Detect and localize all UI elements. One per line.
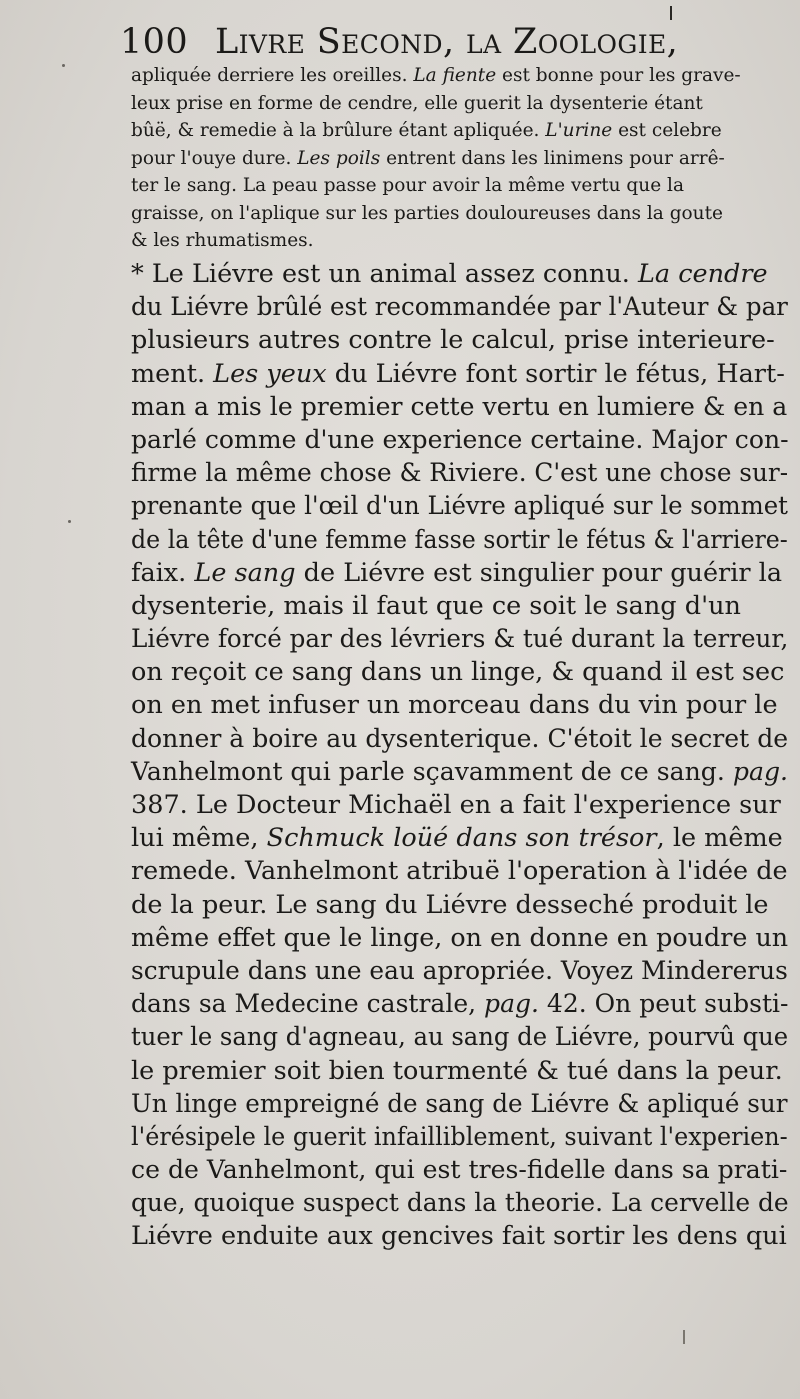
text-run: & les rhumatismes. [131, 230, 314, 251]
speck [62, 64, 65, 67]
text-run: de Liévre est singulier pour guérir la [295, 557, 783, 588]
text-run: , le même [656, 823, 783, 854]
text-line [131, 723, 789, 756]
italic-term: Schmuck loüé dans son trésor [266, 823, 657, 854]
text-run: ter le sang. La peau passe pour avoir la même vertu que la [131, 175, 684, 196]
text-line [131, 291, 788, 324]
text-run: on en met infuser un morceau dans du vin pour le [131, 690, 778, 721]
text-run: bûë, & remedie à la brûlure étant apliquée. [131, 120, 546, 141]
text-run: scrupule dans une eau apropriée. Voyez Mindererus [131, 955, 788, 986]
text-run: tuer le sang d'agneau, au sang de Liévre, pourvû que [131, 1022, 789, 1053]
text-run: donner à boire au dysenterique. C'étoit le secret de [131, 723, 789, 754]
italic-term: La cendre [638, 259, 768, 289]
text-line [131, 1187, 789, 1220]
text-run: lui même, [131, 823, 267, 854]
text-run: prenante que l'œil d'un Liévre apliqué sur le sommet [131, 491, 788, 522]
footnote-line [131, 62, 781, 90]
text-line [131, 855, 788, 888]
ink-mark [670, 6, 672, 20]
text-line [131, 391, 788, 424]
text-run: Liévre forcé par des lévriers & tué durant la terreur, [131, 624, 789, 655]
text-run: du Liévre brûlé est recommandée par l'Auteur & par [131, 292, 788, 323]
page-number: 100 [120, 22, 189, 62]
italic-term: pag. [484, 989, 539, 1020]
text-run: dans sa Medecine castrale, [131, 989, 485, 1020]
text-run: leux prise en forme de cendre, elle guerit la dysenterie étant [131, 92, 703, 114]
text-line [131, 1154, 788, 1187]
italic-term: pag. [732, 756, 789, 787]
text-line [131, 955, 788, 988]
text-run: apliquée derriere les oreilles. [131, 65, 414, 86]
footnote-line [131, 227, 781, 255]
footnote-line [131, 90, 781, 118]
text-run: est bonne pour les grave- [496, 65, 741, 86]
text-line [131, 1121, 788, 1154]
text-line [131, 789, 781, 822]
italic-term: Les poils [297, 147, 381, 169]
text-run: * Le Liévre est un animal assez connu. [131, 259, 638, 289]
text-run: parlé comme d'une experience certaine. Major con- [131, 424, 789, 455]
text-line [131, 988, 789, 1021]
text-line [131, 524, 788, 557]
text-line [131, 324, 781, 357]
text-line [131, 557, 781, 590]
text-run: graisse, on l'aplique sur les parties douloureuses dans la goute [131, 202, 723, 224]
main-text-block [131, 258, 789, 1254]
text-line [131, 358, 785, 391]
text-line [131, 258, 781, 291]
text-run: 42. On peut substi- [538, 989, 789, 1020]
text-line [131, 424, 789, 457]
text-line [131, 623, 789, 656]
text-run: man a mis le premier cette vertu en lumiere & en a [131, 391, 788, 422]
text-line [131, 889, 781, 922]
footnote-line [131, 200, 781, 228]
text-line [131, 1021, 789, 1054]
text-line [131, 756, 789, 789]
text-line [131, 457, 789, 490]
text-run: Vanhelmont qui parle sçavamment de ce sang. [131, 756, 733, 787]
text-run: de la peur. Le sang du Liévre desseché produit le [131, 889, 769, 920]
footnote-line [131, 145, 781, 173]
italic-term: Le sang [194, 557, 296, 588]
text-run: ment. [131, 358, 214, 389]
italic-term: La fiente [413, 65, 497, 86]
footnote-line [131, 117, 781, 145]
text-run: pour l'ouye dure. [131, 147, 298, 169]
speck [68, 520, 71, 523]
text-run: même effet que le linge, on en donne en poudre un [131, 922, 789, 953]
text-run: plusieurs autres contre le calcul, prise interieure- [131, 325, 775, 356]
text-run: ce de Vanhelmont, qui est tres-fidelle dans sa prati- [131, 1155, 788, 1186]
text-run: remede. Vanhelmont atribuë l'operation à l'idée de [131, 856, 788, 887]
text-run: de la tête d'une femme fasse sortir le fétus & l'arriere- [131, 524, 788, 555]
text-line [131, 1055, 781, 1088]
ink-mark [683, 1330, 685, 1344]
text-run: entrent dans les linimens pour arrê- [380, 147, 725, 169]
text-line [131, 1088, 788, 1121]
text-run: Un linge empreigné de sang de Liévre & apliqué sur [131, 1088, 788, 1119]
text-run: firme la même chose & Riviere. C'est une chose sur- [131, 458, 789, 489]
text-line [131, 822, 781, 855]
text-run: est celebre [612, 120, 722, 141]
text-run: faix. [131, 557, 195, 588]
running-title: Livre Second, la Zoologie, [215, 22, 679, 62]
text-run: que, quoique suspect dans la theorie. La cervelle de [131, 1188, 789, 1219]
text-run: dysenterie, mais il faut que ce soit le sang d'un [131, 590, 741, 621]
text-line [131, 490, 788, 523]
text-run: on reçoit ce sang dans un linge, & quand il est sec [131, 657, 785, 688]
text-run: du Liévre font sortir le fétus, Hart- [326, 358, 785, 389]
footnote-line [131, 172, 781, 200]
text-run: 387. Le Docteur Michaël en a fait l'experience sur [131, 790, 781, 820]
footnote-block [131, 62, 781, 255]
text-line [131, 1220, 787, 1253]
text-run: Liévre enduite aux gencives fait sortir les dens qui [131, 1221, 787, 1252]
text-line [131, 656, 785, 689]
text-line [131, 922, 789, 955]
text-run: le premier soit bien tourmenté & tué dans la peur. [131, 1055, 783, 1086]
text-line [131, 590, 781, 623]
italic-term: L'urine [545, 120, 613, 141]
text-run: l'érésipele le guerit infailliblement, suivant l'experien- [131, 1121, 788, 1152]
text-line [131, 689, 781, 722]
italic-term: Les yeux [213, 358, 327, 389]
